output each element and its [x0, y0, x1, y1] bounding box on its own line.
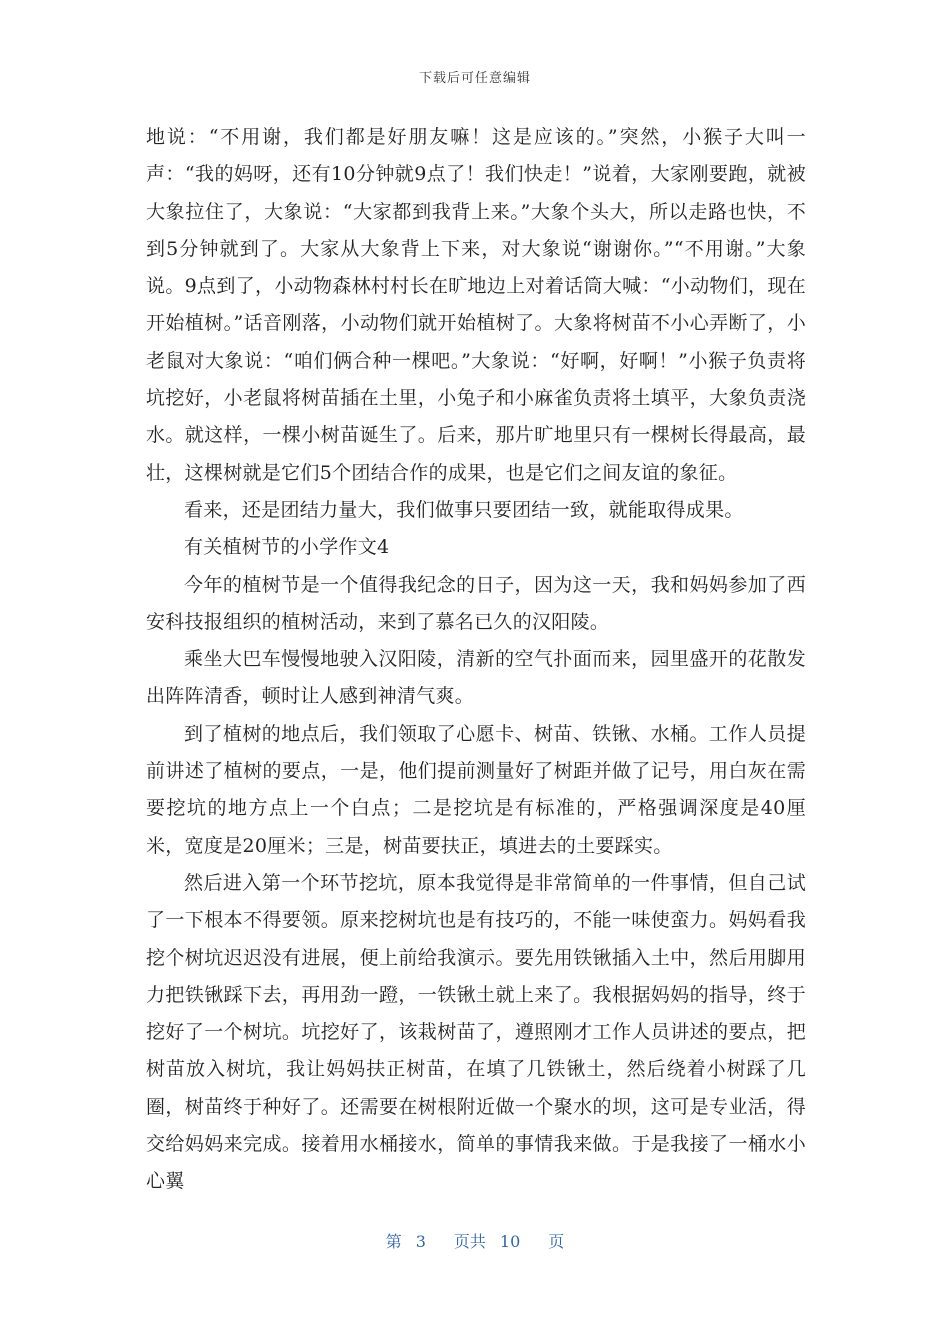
footer-ye: 页: [548, 1232, 565, 1251]
footer-total-pages: 10: [499, 1232, 521, 1251]
section-heading: 有关植树节的小学作文4: [184, 536, 390, 559]
footer-ye-gong: 页共: [453, 1232, 486, 1251]
paragraph-2: 看来，还是团结力量大，我们做事只要团结一致，就能取得成果。: [184, 498, 744, 521]
paragraph-4: 乘坐大巴车慢慢地驶入汉阳陵，清新的空气扑面而来，园里盛开的花散发出阵阵清香，顿时让人感到神清气爽。: [146, 648, 806, 708]
paragraph-6: 然后进入第一个环节挖坑，原本我觉得是非常简单的一件事情，但自己试了一下根本不得要领。原来挖树坑也是有技巧的，不能一味使蛮力。妈妈看我挖个树坑迟迟没有进展，便上前给我演示。要先用铁锹插入土中，然后用脚用力把铁锹踩下去，再用劲一蹬，一铁锹土就上来了。我根据妈妈的指导，终于挖好了一个树坑。坑挖好了，该栽树苗了，遵照刚才工作人员讲述的要点，把树苗放入树坑，我让妈妈扶正树苗，在填了几铁锹土，然后绕着小树踩了几圈，树苗终于种好了。还需要在树根附近做一个聚水的坝，这可是专业活，得交给妈妈来完成。接着用水桶接水，简单的事情我来做。于是我接了一桶水小心翼: [146, 871, 806, 1193]
document-body: [146, 119, 806, 1201]
footer-current-page: 3: [415, 1232, 426, 1251]
paragraph-3: 今年的植树节是一个值得我纪念的日子，因为这一天，我和妈妈参加了西安科技报组织的植树活动，来到了慕名已久的汉阳陵。: [146, 573, 806, 633]
footer-di: 第: [385, 1232, 402, 1251]
page-footer: [0, 1229, 950, 1252]
paragraph-1: 地说：“不用谢，我们都是好朋友嘛！这是应该的。”突然，小猴子大叫一声：“我的妈呀，还有10分钟就9点了！我们快走！”说着，大家刚要跑，就被大象拉住了，大象说：“大家都到我背上来。”大象个头大，所以走路也快，不到5分钟就到了。大家从大象背上下来，对大象说“谢谢你。”“不用谢。”大象说。9点到了，小动物森林村村长在旷地边上对着话筒大喊：“小动物们，现在开始植树。”话音刚落，小动物们就开始植树了。大象将树苗不小心弄断了，小老鼠对大象说：“咱们俩合种一棵吧。”大象说：“好啊，好啊！”小猴子负责将坑挖好，小老鼠将树苗插在土里，小兔子和小麻雀负责将土填平，大象负责浇水。就这样，一棵小树苗诞生了。后来，那片旷地里只有一棵树长得最高，最壮，这棵树就是它们5个团结合作的成果，也是它们之间友谊的象征。: [146, 126, 806, 484]
page-header: 下载后可任意编辑: [418, 71, 531, 86]
paragraph-5: 到了植树的地点后，我们领取了心愿卡、树苗、铁锹、水桶。工作人员提前讲述了植树的要点，一是，他们提前测量好了树距并做了记号，用白灰在需要挖坑的地方点上一个白点；二是挖坑是有标准的，严格强调深度是40厘米，宽度是20厘米；三是，树苗要扶正，填进去的土要踩实。: [146, 722, 806, 857]
